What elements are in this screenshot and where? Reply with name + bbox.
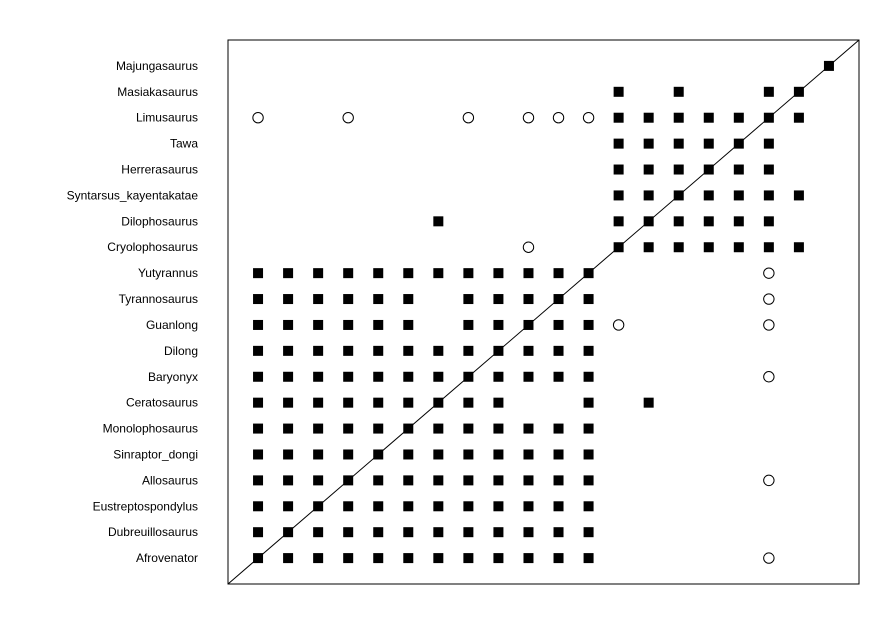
y-tick-label: Masiakasaurus	[117, 84, 198, 99]
filled-square-marker	[463, 424, 473, 434]
y-tick-label: Allosaurus	[141, 473, 198, 488]
filled-square-marker	[493, 475, 503, 485]
filled-square-marker	[253, 501, 263, 511]
y-tick-label: Yutyrannus	[137, 266, 198, 281]
filled-square-marker	[373, 268, 383, 278]
filled-square-marker	[584, 398, 594, 408]
filled-square-marker	[764, 242, 774, 252]
y-tick-label: Dilophosaurus	[121, 214, 198, 229]
filled-square-marker	[433, 398, 443, 408]
filled-square-marker	[794, 242, 804, 252]
filled-square-marker	[493, 294, 503, 304]
filled-square-marker	[794, 113, 804, 123]
filled-square-marker	[343, 475, 353, 485]
filled-square-marker	[523, 268, 533, 278]
filled-square-marker	[584, 501, 594, 511]
filled-square-marker	[704, 242, 714, 252]
filled-square-marker	[373, 475, 383, 485]
filled-square-marker	[463, 294, 473, 304]
filled-square-marker	[674, 139, 684, 149]
filled-square-marker	[373, 527, 383, 537]
filled-square-marker	[253, 449, 263, 459]
open-circle-marker	[463, 113, 473, 123]
filled-square-marker	[644, 113, 654, 123]
filled-square-marker	[283, 449, 293, 459]
filled-square-marker	[343, 320, 353, 330]
filled-square-marker	[283, 475, 293, 485]
filled-square-marker	[794, 190, 804, 200]
filled-square-marker	[764, 87, 774, 97]
filled-square-marker	[764, 216, 774, 226]
open-circle-marker	[764, 475, 774, 485]
filled-square-marker	[644, 398, 654, 408]
filled-square-marker	[403, 398, 413, 408]
filled-square-marker	[764, 165, 774, 175]
filled-square-marker	[493, 449, 503, 459]
filled-square-marker	[614, 139, 624, 149]
filled-square-marker	[734, 190, 744, 200]
y-tick-label: Cryolophosaurus	[107, 240, 198, 255]
filled-square-marker	[614, 87, 624, 97]
filled-square-marker	[644, 165, 654, 175]
filled-square-marker	[554, 527, 564, 537]
filled-square-marker	[463, 346, 473, 356]
filled-square-marker	[253, 475, 263, 485]
filled-square-marker	[403, 553, 413, 563]
filled-square-marker	[674, 165, 684, 175]
open-circle-marker	[764, 320, 774, 330]
filled-square-marker	[614, 216, 624, 226]
filled-square-marker	[253, 424, 263, 434]
open-circle-marker	[764, 553, 774, 563]
filled-square-marker	[493, 553, 503, 563]
filled-square-marker	[734, 139, 744, 149]
filled-square-marker	[313, 268, 323, 278]
filled-square-marker	[433, 216, 443, 226]
filled-square-marker	[674, 113, 684, 123]
filled-square-marker	[493, 424, 503, 434]
open-circle-marker	[613, 320, 623, 330]
filled-square-marker	[674, 216, 684, 226]
filled-square-marker	[433, 475, 443, 485]
filled-square-marker	[824, 61, 834, 71]
filled-square-marker	[584, 268, 594, 278]
filled-square-marker	[584, 475, 594, 485]
filled-square-marker	[523, 527, 533, 537]
filled-square-marker	[343, 424, 353, 434]
y-tick-label: Eustreptospondylus	[92, 499, 198, 514]
filled-square-marker	[463, 527, 473, 537]
filled-square-marker	[674, 87, 684, 97]
y-tick-label: Limusaurus	[135, 110, 198, 125]
filled-square-marker	[403, 527, 413, 537]
filled-square-marker	[313, 398, 323, 408]
filled-square-marker	[463, 398, 473, 408]
filled-square-marker	[283, 372, 293, 382]
filled-square-marker	[433, 527, 443, 537]
filled-square-marker	[493, 346, 503, 356]
filled-square-marker	[403, 320, 413, 330]
filled-square-marker	[584, 527, 594, 537]
open-circle-marker	[764, 268, 774, 278]
filled-square-marker	[554, 553, 564, 563]
filled-square-marker	[614, 113, 624, 123]
filled-square-marker	[403, 346, 413, 356]
filled-square-marker	[283, 268, 293, 278]
filled-square-marker	[373, 372, 383, 382]
open-circle-marker	[343, 113, 353, 123]
filled-square-marker	[373, 398, 383, 408]
filled-square-marker	[584, 372, 594, 382]
filled-square-marker	[343, 527, 353, 537]
filled-square-marker	[554, 268, 564, 278]
filled-square-marker	[554, 449, 564, 459]
y-tick-label: Dubreuillosaurus	[107, 525, 198, 540]
filled-square-marker	[343, 294, 353, 304]
y-tick-label: Tyrannosaurus	[118, 292, 198, 307]
open-circle-marker	[764, 294, 774, 304]
filled-square-marker	[313, 294, 323, 304]
filled-square-marker	[283, 553, 293, 563]
filled-square-marker	[794, 87, 804, 97]
filled-square-marker	[523, 424, 533, 434]
filled-square-marker	[253, 527, 263, 537]
filled-square-marker	[433, 501, 443, 511]
filled-square-marker	[283, 398, 293, 408]
filled-square-marker	[584, 449, 594, 459]
filled-square-marker	[403, 424, 413, 434]
filled-square-marker	[523, 475, 533, 485]
filled-square-marker	[523, 501, 533, 511]
filled-square-marker	[403, 475, 413, 485]
filled-square-marker	[644, 216, 654, 226]
filled-square-marker	[704, 165, 714, 175]
filled-square-marker	[704, 216, 714, 226]
filled-square-marker	[734, 165, 744, 175]
filled-square-marker	[764, 190, 774, 200]
filled-square-marker	[343, 372, 353, 382]
filled-square-marker	[554, 372, 564, 382]
filled-square-marker	[253, 268, 263, 278]
filled-square-marker	[373, 501, 383, 511]
filled-square-marker	[584, 294, 594, 304]
filled-square-marker	[674, 242, 684, 252]
filled-square-marker	[674, 190, 684, 200]
filled-square-marker	[493, 268, 503, 278]
filled-square-marker	[523, 449, 533, 459]
filled-square-marker	[734, 113, 744, 123]
filled-square-marker	[343, 501, 353, 511]
filled-square-marker	[554, 320, 564, 330]
filled-square-marker	[253, 553, 263, 563]
filled-square-marker	[584, 346, 594, 356]
y-tick-label: Baryonyx	[147, 369, 198, 384]
filled-square-marker	[433, 424, 443, 434]
open-circle-marker	[764, 372, 774, 382]
filled-square-marker	[554, 475, 564, 485]
filled-square-marker	[584, 553, 594, 563]
filled-square-marker	[433, 268, 443, 278]
y-tick-label: Herrerasaurus	[121, 162, 198, 177]
filled-square-marker	[704, 113, 714, 123]
filled-square-marker	[253, 398, 263, 408]
filled-square-marker	[343, 346, 353, 356]
filled-square-marker	[313, 527, 323, 537]
open-circle-marker	[583, 113, 593, 123]
filled-square-marker	[343, 449, 353, 459]
filled-square-marker	[523, 294, 533, 304]
filled-square-marker	[283, 320, 293, 330]
filled-square-marker	[644, 139, 654, 149]
filled-square-marker	[283, 501, 293, 511]
filled-square-marker	[463, 475, 473, 485]
filled-square-marker	[463, 553, 473, 563]
filled-square-marker	[523, 372, 533, 382]
y-tick-label: Dilong	[163, 343, 198, 358]
filled-square-marker	[493, 398, 503, 408]
filled-square-marker	[403, 449, 413, 459]
filled-square-marker	[373, 553, 383, 563]
filled-square-marker	[554, 294, 564, 304]
filled-square-marker	[463, 501, 473, 511]
filled-square-marker	[343, 553, 353, 563]
filled-square-marker	[493, 527, 503, 537]
filled-square-marker	[433, 553, 443, 563]
filled-square-marker	[614, 190, 624, 200]
filled-square-marker	[433, 372, 443, 382]
filled-square-marker	[734, 242, 744, 252]
filled-square-marker	[433, 346, 443, 356]
filled-square-marker	[403, 372, 413, 382]
filled-square-marker	[253, 372, 263, 382]
filled-square-marker	[343, 268, 353, 278]
y-tick-labels	[67, 59, 199, 565]
filled-square-marker	[283, 294, 293, 304]
filled-square-marker	[313, 553, 323, 563]
filled-square-marker	[463, 320, 473, 330]
filled-square-marker	[313, 346, 323, 356]
filled-square-marker	[523, 553, 533, 563]
y-tick-label: Afrovenator	[135, 551, 198, 566]
filled-square-marker	[614, 165, 624, 175]
filled-square-marker	[313, 501, 323, 511]
y-tick-label: Sinraptor_dongi	[113, 447, 198, 462]
filled-square-marker	[554, 424, 564, 434]
filled-square-marker	[644, 190, 654, 200]
filled-square-marker	[313, 424, 323, 434]
filled-square-marker	[313, 320, 323, 330]
filled-square-marker	[554, 346, 564, 356]
filled-square-marker	[373, 449, 383, 459]
filled-square-marker	[313, 475, 323, 485]
filled-square-marker	[253, 294, 263, 304]
y-tick-label: Ceratosaurus	[125, 395, 198, 410]
filled-square-marker	[313, 372, 323, 382]
filled-square-marker	[704, 190, 714, 200]
filled-square-marker	[554, 501, 564, 511]
filled-square-marker	[403, 501, 413, 511]
filled-square-marker	[403, 268, 413, 278]
filled-square-marker	[253, 346, 263, 356]
y-tick-label: Tawa	[169, 136, 198, 151]
filled-square-marker	[523, 320, 533, 330]
filled-square-marker	[433, 449, 443, 459]
filled-square-marker	[403, 294, 413, 304]
filled-square-marker	[253, 320, 263, 330]
filled-square-marker	[614, 242, 624, 252]
filled-square-marker	[313, 449, 323, 459]
open-circle-marker	[253, 113, 263, 123]
filled-square-marker	[283, 424, 293, 434]
filled-square-marker	[493, 320, 503, 330]
y-tick-label: Syntarsus_kayentakatae	[66, 188, 198, 203]
filled-square-marker	[463, 372, 473, 382]
filled-square-marker	[764, 139, 774, 149]
filled-square-marker	[373, 424, 383, 434]
filled-square-marker	[463, 449, 473, 459]
filled-square-marker	[283, 527, 293, 537]
filled-square-marker	[704, 139, 714, 149]
filled-square-marker	[373, 294, 383, 304]
y-tick-label: Majungasaurus	[115, 58, 198, 73]
filled-square-marker	[523, 346, 533, 356]
filled-square-marker	[584, 424, 594, 434]
filled-square-marker	[283, 346, 293, 356]
filled-square-marker	[373, 320, 383, 330]
filled-square-marker	[764, 113, 774, 123]
open-circle-marker	[523, 113, 533, 123]
filled-square-marker	[644, 242, 654, 252]
filled-square-marker	[343, 398, 353, 408]
filled-square-marker	[463, 268, 473, 278]
open-circle-marker	[553, 113, 563, 123]
y-tick-label: Monolophosaurus	[102, 421, 198, 436]
filled-square-marker	[734, 216, 744, 226]
y-tick-label: Guanlong	[145, 317, 198, 332]
filled-square-marker	[493, 501, 503, 511]
filled-square-marker	[493, 372, 503, 382]
filled-square-marker	[373, 346, 383, 356]
filled-square-marker	[584, 320, 594, 330]
open-circle-marker	[523, 242, 533, 252]
plot-area	[228, 40, 859, 584]
